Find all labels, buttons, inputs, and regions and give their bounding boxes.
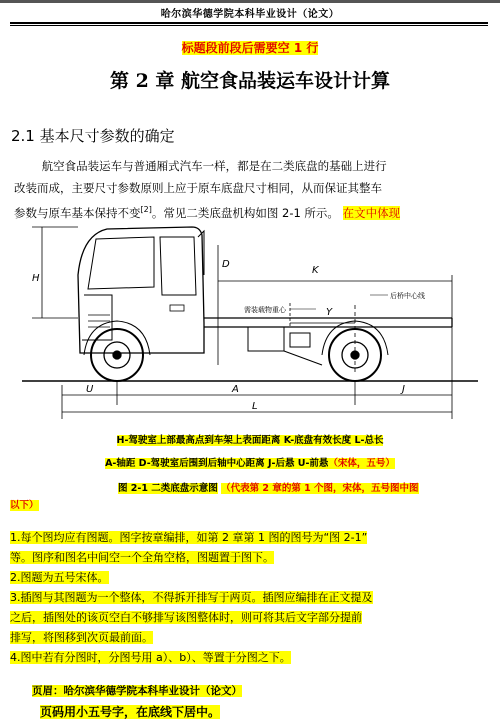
truck-cab xyxy=(78,227,204,353)
chapter-title: 第 2 章 航空食品装运车设计计算 xyxy=(109,70,391,92)
legend-line-2: A-轴距 D-驾驶室后围到后轴中心距离 J-后悬 U-前悬 xyxy=(105,458,329,469)
citation: [2] xyxy=(140,205,152,214)
chassis-diagram xyxy=(22,215,478,425)
label-J: J xyxy=(402,384,405,395)
para-line-1: 航空食品装运车与普通厢式汽车一样，都是在二类底盘的基础上进行 xyxy=(41,159,387,173)
para-line-2: 改装而成，主要尺寸参数原则上应于原车底盘尺寸相同，从而保证其整车 xyxy=(14,181,382,195)
title-spacing-note xyxy=(0,39,500,56)
rule-3b: 之后，插图处的该页空白不够排写该图整体时，则可将其后文字部分提前 xyxy=(10,611,362,624)
body-paragraph xyxy=(14,155,486,224)
rule-3a: 3.插图与其图题为一个整体，不得拆开排写于两页。插图应编排在正文提及 xyxy=(10,591,373,604)
label-D: D xyxy=(222,259,230,270)
label-A: A xyxy=(232,384,239,395)
dim-Y xyxy=(290,303,355,327)
label-rear-axle-center: 后桥中心线 xyxy=(390,292,425,300)
rule-1a: 1.每个图均应有图题。图字按章编排，如第 2 章第 1 图的图号为“图 2-1” xyxy=(10,531,368,544)
rule-1b: 等。图序和图名中间空一个全角空格，图题置于图下。 xyxy=(10,551,274,564)
label-L: L xyxy=(252,401,258,412)
top-border xyxy=(0,0,500,3)
rule-2: 2.图题为五号宋体。 xyxy=(10,571,109,584)
figure-rules xyxy=(10,528,480,668)
section-title: 2.1 基本尺寸参数的确定 xyxy=(11,127,175,145)
chassis-frame xyxy=(204,318,452,365)
footer-line-1: 页眉：哈尔滨华德学院本科毕业设计（论文） xyxy=(32,685,242,697)
figure-legend-1 xyxy=(0,432,500,446)
caption-note-1: （代表第 2 章的第 1 个图，宋体，五号图中图 xyxy=(221,483,419,494)
rule-4: 4.图中若有分图时，分图号用 a）、b）、等置于分图之下。 xyxy=(10,651,291,664)
para-line-3-rest: 。常见二类底盘机构如图 2-1 所示。 xyxy=(151,205,339,220)
footer-line-2: 页码用小五号字，在底线下居中。 xyxy=(40,705,221,719)
legend-font-note: （宋体，五号） xyxy=(328,458,395,469)
figure-caption-cont xyxy=(10,497,39,511)
figure-caption xyxy=(118,480,490,497)
label-U: U xyxy=(86,384,94,395)
label-Y: Y xyxy=(326,307,333,318)
para-line-3-main: 参数与原车基本保持不变 xyxy=(14,205,141,220)
legend-line-1: H-驾驶室上部最高点到车架上表面距离 K-底盘有效长度 L-总长 xyxy=(116,435,384,446)
footer-note-1 xyxy=(32,683,242,698)
footer-note-2 xyxy=(40,703,220,720)
title-spacing-note-text: 标题段前段后需要空 1 行 xyxy=(181,41,319,55)
rule-3c: 排写，将图移到次页最前面。 xyxy=(10,631,153,644)
front-wheel xyxy=(91,329,143,381)
in-text-note: 在文中体现 xyxy=(342,205,401,220)
dim-D xyxy=(218,245,355,375)
page-header: 哈尔滨华德学院本科毕业设计（论文） xyxy=(160,9,340,20)
caption-text: 图 2-1 二类底盘示意图 xyxy=(118,483,218,494)
header-rule-thick xyxy=(10,22,488,24)
label-payload-center: 需装载物重心 xyxy=(244,306,286,314)
figure-legend-2 xyxy=(0,455,500,469)
label-H: H xyxy=(32,273,40,284)
label-K: K xyxy=(312,265,319,276)
header-rule-thin xyxy=(10,25,488,26)
caption-note-2: 以下） xyxy=(10,500,39,511)
